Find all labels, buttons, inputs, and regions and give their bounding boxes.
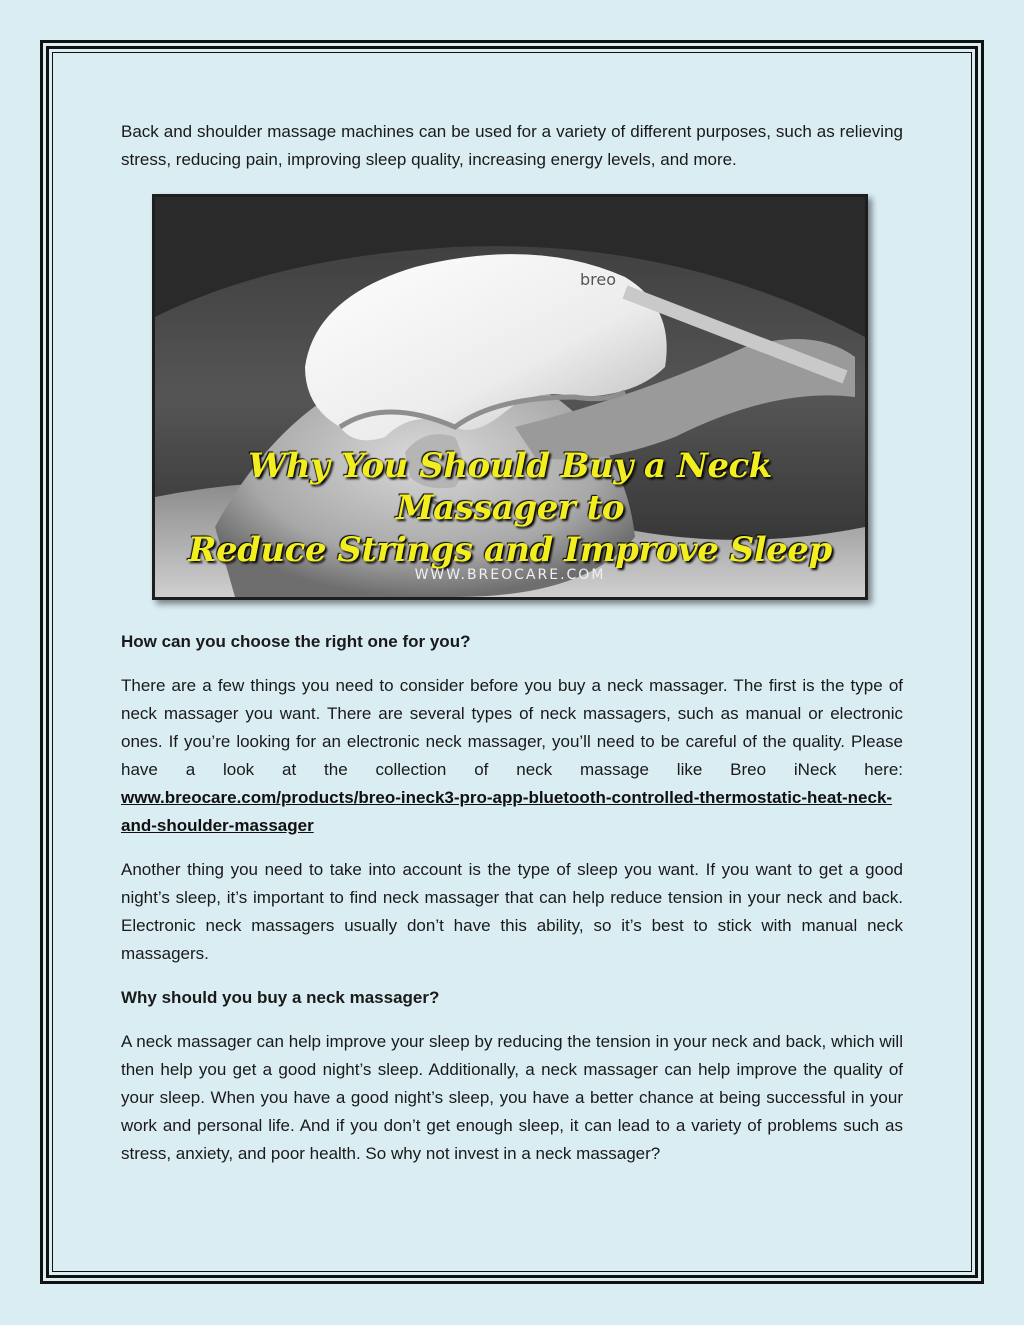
hero-image <box>152 194 868 600</box>
paragraph-choose-1 <box>121 672 903 840</box>
brand-logo-text: breo <box>580 270 617 289</box>
hero-title-line-1: Why You Should Buy a Neck Massager to <box>248 446 772 528</box>
paragraph-why-1: A neck massager can help improve your sleep by reducing the tension in your neck and back, which will then help you get a good night’s sleep. Additionally, a neck massager can help improve the quality of your sleep. When you have a good night’s sleep, you have a better chance at being successful in your work and personal life. And if you don’t get enough sleep, it can lead to a variety of problems such as stress, anxiety, and poor health. So why not invest in a neck massager? <box>121 1032 903 1163</box>
section-heading-why: Why should you buy a neck massager? <box>121 988 440 1007</box>
hero-title <box>155 445 865 571</box>
section-heading-choose: How can you choose the right one for you? <box>121 632 471 651</box>
hero-title-line-2: Reduce Strings and Improve Sleep <box>188 530 832 570</box>
intro-paragraph: Back and shoulder massage machines can be used for a variety of different purposes, such as relieving stress, reducing pain, improving sleep quality, increasing energy levels, and more. <box>121 122 903 169</box>
product-link[interactable]: www.breocare.com/products/breo-ineck3-pro-app-bluetooth-controlled-thermostatic-heat-neck-and-shoulder-massager <box>121 788 893 835</box>
document-body <box>121 118 903 1168</box>
paragraph-choose-1-text: There are a few things you need to consider before you buy a neck massager. The first is the type of neck massager you want. There are several types of neck massagers, such as manual or electronic ones. If you’re looking for an electronic neck massager, you’ll need to be careful of the quality. Please have a look at the collection of neck massage like Breo iNeck here: <box>121 676 903 779</box>
hero-url: WWW.BREOCARE.COM <box>414 567 606 583</box>
paragraph-choose-2: Another thing you need to take into account is the type of sleep you want. If you want to get a good night’s sleep, it’s important to find neck massager that can help reduce tension in your neck and back. Electronic neck massagers usually don’t have this ability, so it’s best to stick with manual neck massagers. <box>121 860 903 963</box>
